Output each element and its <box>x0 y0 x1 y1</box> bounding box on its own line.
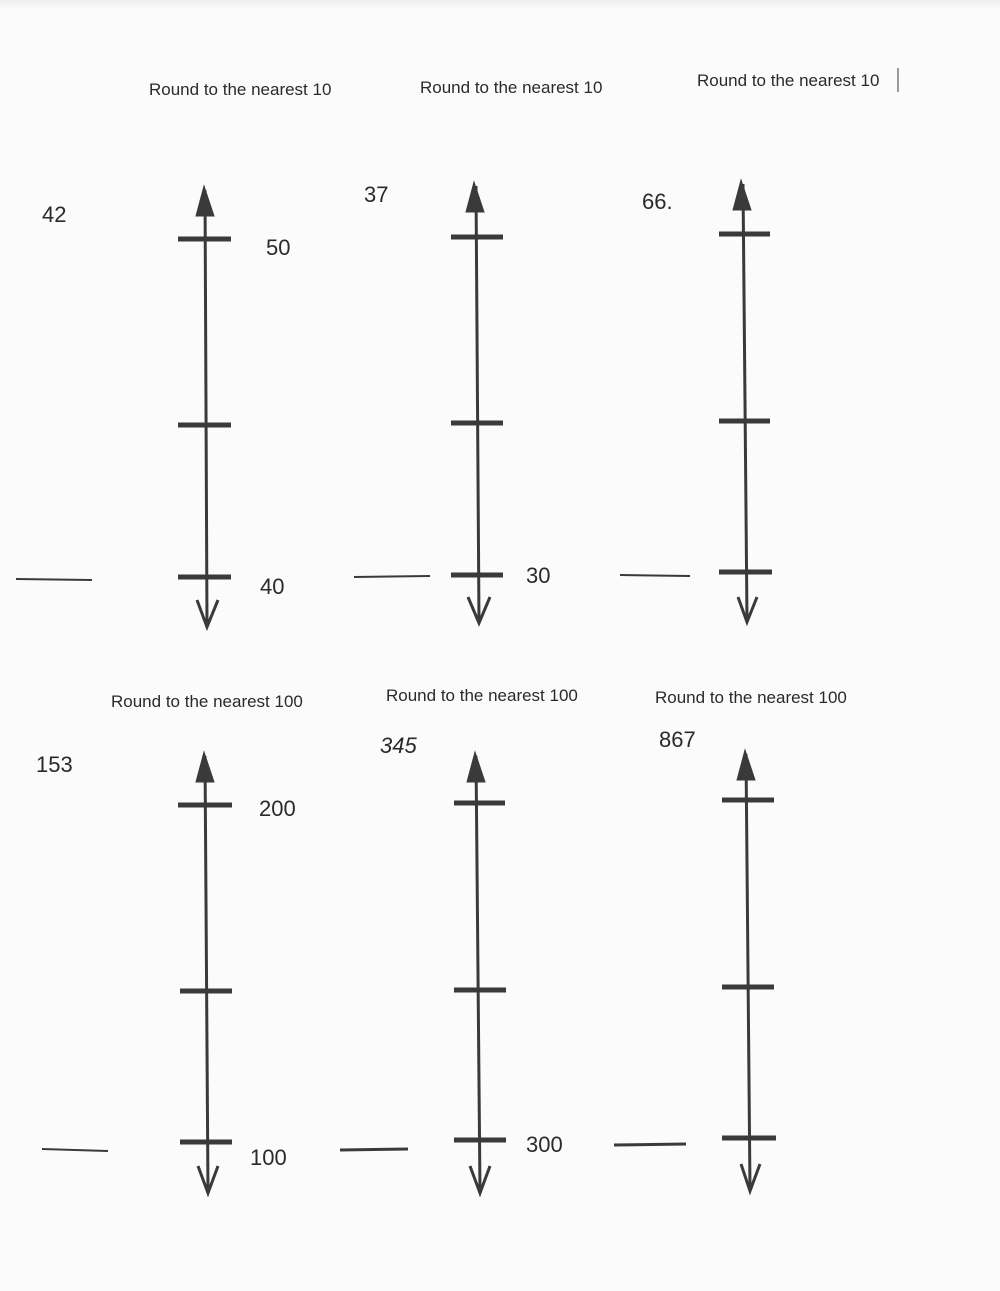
number-line <box>340 60 660 620</box>
bottom-label: 30 <box>526 563 551 588</box>
top-label: 200 <box>259 796 296 821</box>
arrow-up-icon <box>196 752 214 782</box>
problem-1 <box>0 60 332 620</box>
problem-heading: Round to the nearest 100 <box>386 686 578 705</box>
arrow-up-icon <box>467 752 485 782</box>
number-to-round: 37 <box>364 182 389 207</box>
number-line <box>0 630 320 1190</box>
number-to-round: 42 <box>42 202 67 227</box>
arrow-up-icon <box>196 186 214 216</box>
problem-heading: Round to the nearest 100 <box>111 692 303 711</box>
number-line <box>600 630 920 1190</box>
arrow-up-icon <box>733 180 751 210</box>
answer-blank <box>16 579 92 580</box>
answer-blank <box>340 1149 408 1150</box>
number-to-round: 66. <box>642 189 673 214</box>
scan-shadow <box>0 0 1000 10</box>
bottom-label: 100 <box>250 1145 287 1170</box>
problem-4 <box>0 630 320 1190</box>
problem-heading: Round to the nearest 100 <box>655 688 847 707</box>
bottom-label: 40 <box>260 574 285 599</box>
answer-blank <box>42 1149 108 1151</box>
problem-3 <box>620 60 940 620</box>
problem-heading: Round to the nearest 10 <box>420 78 603 97</box>
problem-6 <box>600 630 920 1190</box>
arrow-up-icon <box>466 182 484 212</box>
problem-2 <box>340 60 660 620</box>
number-to-round: 153 <box>36 752 73 777</box>
problem-heading: Round to the nearest 10 <box>697 71 880 90</box>
arrow-up-icon <box>737 750 755 780</box>
number-line <box>620 60 940 620</box>
number-to-round: 345 <box>380 733 417 758</box>
answer-blank <box>614 1144 686 1145</box>
number-to-round: 867 <box>659 727 696 752</box>
bottom-label: 300 <box>526 1132 563 1157</box>
problem-heading: Round to the nearest 10 <box>149 80 332 99</box>
number-line <box>0 60 320 620</box>
answer-blank <box>620 575 690 576</box>
top-label: 50 <box>266 235 291 260</box>
answer-blank <box>354 576 430 577</box>
